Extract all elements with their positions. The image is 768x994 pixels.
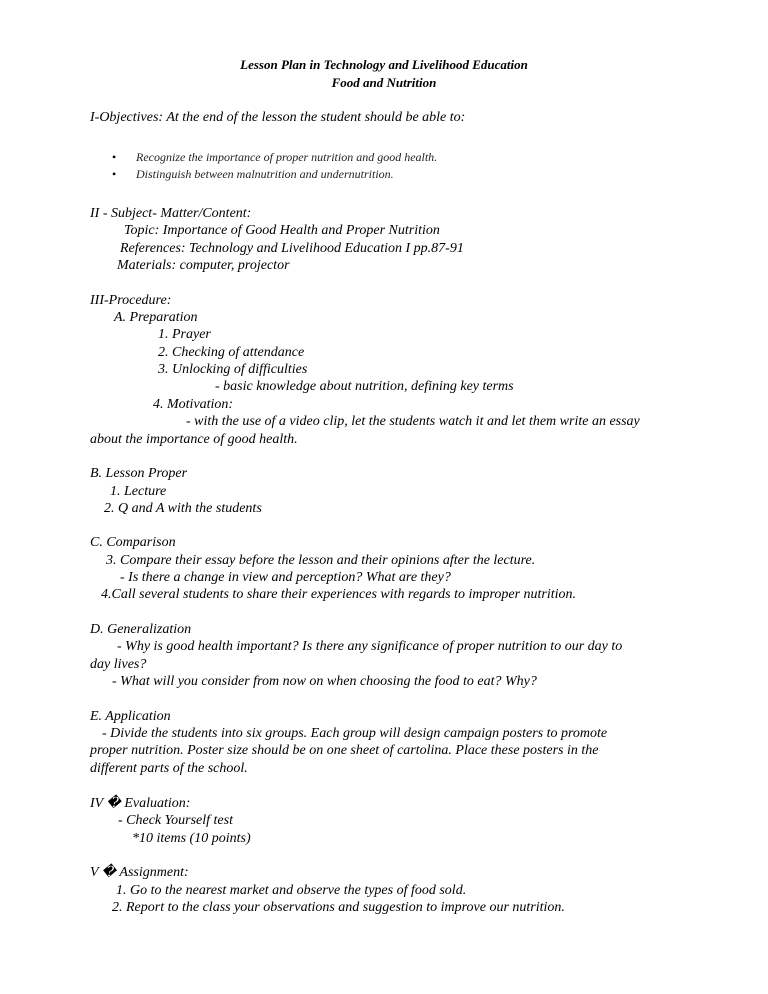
generalization-text: - Why is good health important? Is there any significance of proper nutrition to our day to	[117, 639, 623, 654]
comparison-text: 4.Call several students to share their experiences with regards to improper nutrition.	[101, 587, 577, 602]
bullet-icon: •	[112, 167, 117, 181]
difficulties-subitem: - basic knowledge about nutrition, defining key terms	[215, 379, 514, 394]
evaluation-heading: IV � Evaluation:	[90, 796, 191, 811]
comparison-heading: C. Comparison	[90, 535, 176, 550]
comparison-text: - Is there a change in view and perception? What are they?	[120, 570, 451, 585]
subject-materials: Materials: computer, projector	[117, 258, 290, 273]
preparation-item: 1. Prayer	[158, 327, 211, 342]
evaluation-text: - Check Yourself test	[118, 813, 233, 828]
objective-item: Distinguish between malnutrition and undernutrition.	[136, 167, 394, 181]
objectives-heading: I-Objectives: At the end of the lesson the student should be able to:	[90, 110, 466, 125]
application-text: - Divide the students into six groups. Each group will design campaign posters to promote	[102, 726, 608, 741]
application-heading: E. Application	[90, 709, 171, 724]
objective-item: Recognize the importance of proper nutrition and good health.	[136, 150, 438, 164]
bullet-icon: •	[112, 150, 117, 164]
assignment-text: 1. Go to the nearest market and observe the types of food sold.	[116, 883, 467, 898]
generalization-heading: D. Generalization	[90, 622, 192, 637]
motivation-text: about the importance of good health.	[90, 432, 298, 447]
motivation-text: - with the use of a video clip, let the students watch it and let them write an essay	[186, 414, 640, 429]
lesson-proper-item: 2. Q and A with the students	[104, 501, 262, 516]
generalization-text: day lives?	[90, 657, 147, 672]
procedure-heading: III-Procedure:	[90, 293, 172, 308]
preparation-heading: A. Preparation	[114, 310, 198, 325]
evaluation-text: *10 items (10 points)	[132, 831, 251, 846]
comparison-text: 3. Compare their essay before the lesson and their opinions after the lecture.	[106, 553, 536, 568]
lesson-proper-item: 1. Lecture	[110, 484, 167, 499]
lesson-proper-heading: B. Lesson Proper	[90, 466, 188, 481]
document-subtitle: Food and Nutrition	[331, 75, 437, 90]
application-text: different parts of the school.	[90, 761, 248, 776]
subject-heading: II - Subject- Matter/Content:	[90, 206, 252, 221]
subject-topic: Topic: Importance of Good Health and Proper Nutrition	[124, 223, 440, 238]
document-title: Lesson Plan in Technology and Livelihood Education	[240, 57, 528, 72]
application-text: proper nutrition. Poster size should be on one sheet of cartolina. Place these posters in the	[90, 743, 599, 758]
assignment-text: 2. Report to the class your observations and suggestion to improve our nutrition.	[112, 900, 565, 915]
preparation-item: 3. Unlocking of difficulties	[158, 362, 308, 377]
generalization-text: - What will you consider from now on when choosing the food to eat? Why?	[112, 674, 537, 689]
motivation-heading: 4. Motivation:	[153, 397, 234, 412]
assignment-heading: V � Assignment:	[90, 865, 189, 880]
subject-references: References: Technology and Livelihood Education I pp.87-91	[120, 241, 464, 256]
preparation-item: 2. Checking of attendance	[158, 345, 305, 360]
